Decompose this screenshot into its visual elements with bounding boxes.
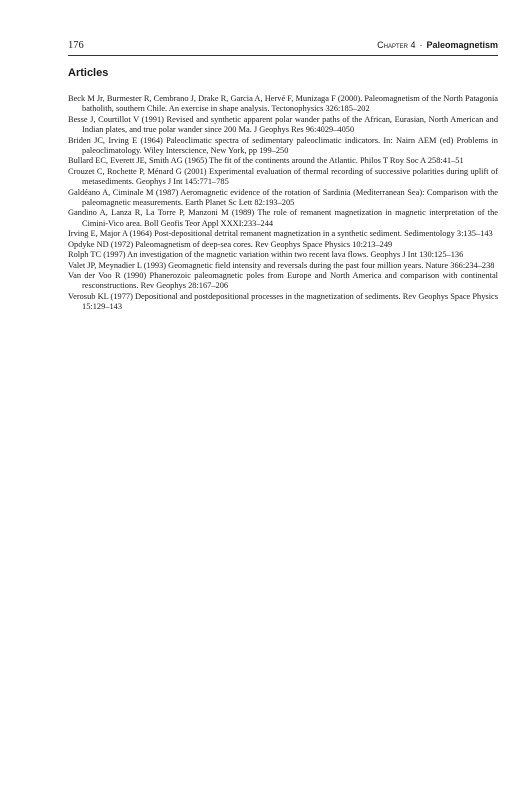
- reference-item: Crouzet C, Rochette P, Ménard G (2001) Experimental evaluation of thermal recording of successive polarities during uplift of metasediments. Geophys J Int 145:771–785: [68, 166, 498, 187]
- section-heading: Articles: [68, 67, 109, 79]
- chapter-title: Paleomagnetism: [426, 40, 498, 50]
- reference-item: Rolph TC (1997) An investigation of the magnetic variation within two recent lava flows. Geophys J Int 130:125–136: [68, 250, 464, 260]
- reference-list: [68, 94, 498, 313]
- reference-item: Galdéano A, Ciminale M (1987) Aeromagnetic evidence of the rotation of Sardinia (Mediterranean Sea): Comparison with the paleomagnetic measurements. Earth Planet Sc Lett 82:193–205: [68, 187, 498, 208]
- page-header: [68, 38, 498, 53]
- header-separator: ·: [419, 40, 423, 50]
- page-number: 176: [68, 40, 84, 51]
- reference-item: Besse J, Courtillot V (1991) Revised and synthetic apparent polar wander paths of the African, Eurasian, North American and Indian plates, and true polar wander since 200 Ma. J Geophys Res 96:4029–4050: [68, 114, 498, 135]
- reference-item: Bullard EC, Everett JE, Smith AG (1965) The fit of the continents around the Atlantic. Philos T Roy Soc A 258:41–51: [68, 156, 464, 166]
- running-head: [377, 38, 498, 53]
- chapter-label: Chapter 4: [377, 40, 416, 50]
- reference-item: Irving E, Major A (1964) Post-depositional detrital remanent magnetization in a synthetic sediment. Sedimentology 3:135–143: [68, 229, 493, 239]
- reference-item: Briden JC, Irving E (1964) Paleoclimatic spectra of sedimentary paleoclimatic indicators. In: Nairn AEM (ed) Problems in paleoclimatology. Wiley Interscience, New York, pp 199–250: [68, 135, 498, 156]
- header-rule: [68, 55, 498, 56]
- reference-item: Gandino A, Lanza R, La Torre P, Manzoni M (1989) The role of remanent magnetization in magnetic interpretation of the Cimini-Vico area. Boll Geofis Teor Appl XXXI:233–244: [68, 208, 498, 228]
- reference-item: Valet JP, Meynadier L (1993) Geomagnetic field intensity and reversals during the past four million years. Nature 366:234–238: [68, 260, 495, 270]
- reference-item: Beck M Jr, Burmester R, Cembrano J, Drake R, Garcia A, Hervé F, Munizaga F (2000). Paleomagnetism of the North Patagonia batholith, southern Chile. An exercise in shape analysis. Tectonophysics 326:185–202: [68, 94, 498, 114]
- reference-item: Opdyke ND (1972) Paleomagnetism of deep-sea cores. Rev Geophys Space Physics 10:213–249: [68, 239, 393, 249]
- reference-item: Verosub KL (1977) Depositional and postdepositional processes in the magnetization of sediments. Rev Geophys Space Physics 15:129–143: [68, 291, 498, 312]
- reference-item: Van der Voo R (1990) Phanerozoic paleomagnetic poles from Europe and North America and comparison with continental resconstructions. Rev Geophys 28:167–206: [68, 270, 498, 291]
